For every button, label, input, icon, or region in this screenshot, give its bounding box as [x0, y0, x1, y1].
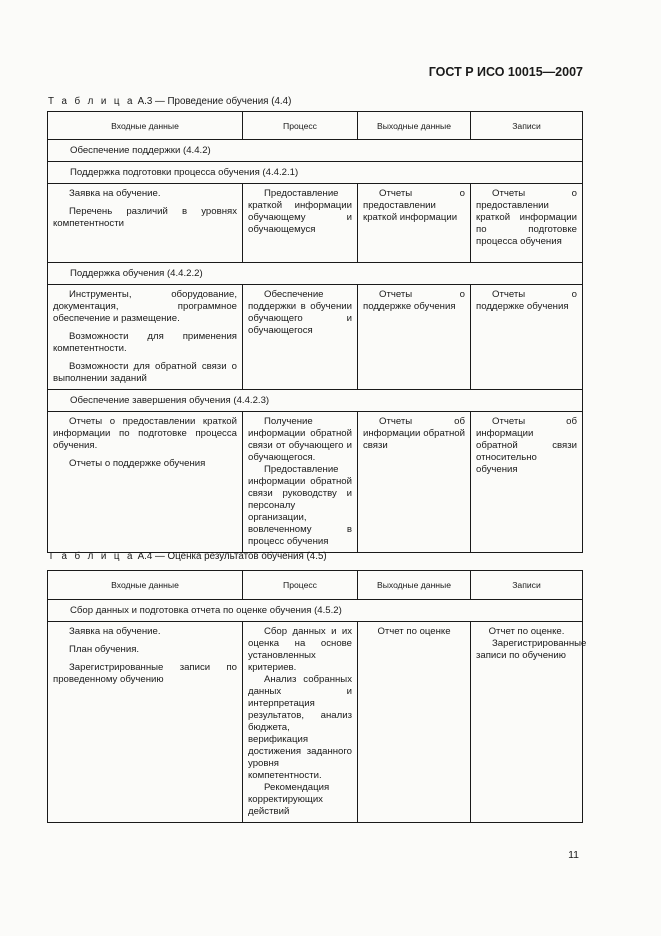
- section-row: Сбор данных и подготовка отчета по оценке обучения (4.5.2): [48, 600, 583, 622]
- table-a4: [47, 570, 587, 823]
- col-header-output: Выходные данные: [358, 571, 471, 600]
- col-header-process: Процесс: [243, 571, 358, 600]
- cell-output: [358, 184, 471, 263]
- table-header-row: [48, 571, 583, 600]
- col-header-output: Выходные данные: [358, 112, 471, 140]
- cell-text: Инструменты, оборудование, документация, программное обеспечение и размещение.: [53, 289, 237, 324]
- cell-text: Отчеты об информации обратной связи: [363, 416, 465, 451]
- caption-label: Т а б л и ц а: [48, 96, 135, 107]
- cell-text: Получение информации обратной связи от обучающего и обучающегося.: [248, 416, 352, 463]
- cell-text: Рекомендация корректирующих действий: [248, 782, 330, 817]
- section-row: Обеспечение поддержки (4.4.2): [48, 140, 583, 162]
- cell-text: Отчеты о поддержке обучения: [476, 289, 577, 312]
- section-row: Обеспечение завершения обучения (4.4.2.3): [48, 390, 583, 412]
- cell-text: Отчет по оценке.: [488, 626, 565, 637]
- table-row: [48, 412, 583, 553]
- col-header-process: Процесс: [243, 112, 358, 140]
- cell-text: Зарегистрированные записи по обучению: [476, 638, 587, 661]
- cell-text: Отчеты о поддержке обучения: [363, 289, 465, 312]
- section-row: Поддержка подготовки процесса обучения (4.4.2.1): [48, 162, 583, 184]
- cell-input: [48, 412, 243, 553]
- cell-text: Отчеты о предоставлении краткой информации по подготовке процесса обучения.: [53, 416, 237, 451]
- cell-records: [471, 285, 583, 390]
- caption-label: Т а б л и ц а: [48, 551, 135, 562]
- cell-process: [243, 412, 358, 553]
- cell-process: [243, 184, 358, 263]
- table-header-row: [48, 112, 583, 140]
- cell-records: [471, 622, 587, 823]
- table-a3: [47, 111, 583, 553]
- cell-input: [48, 184, 243, 263]
- cell-text: Зарегистрированные записи по проведенному обучению: [53, 662, 237, 685]
- cell-text: Возможности для применения компетентности.: [53, 331, 237, 354]
- cell-text: Сбор данных и их оценка на основе установленных критериев.: [248, 626, 352, 673]
- caption-text: А.4 — Оценка результатов обучения (4.5): [137, 551, 327, 562]
- cell-text: Заявка на обучение.: [69, 626, 161, 637]
- cell-text: Отчет по оценке: [377, 626, 451, 637]
- cell-text: Отчеты о предоставлении краткой информации: [363, 188, 465, 223]
- page-number: 11: [568, 849, 579, 861]
- col-header-records: Записи: [471, 112, 583, 140]
- table-a3-caption: [48, 96, 291, 107]
- cell-text: Отчеты об информации обратной связи относительно обучения: [476, 416, 577, 475]
- cell-text: Заявка на обучение.: [69, 188, 161, 199]
- table-row: [48, 622, 583, 823]
- cell-text: Предоставление информации обратной связи руководству и персоналу организации, вовлеченному в процесс обучения: [248, 464, 352, 547]
- table-row: [48, 285, 583, 390]
- cell-text: Отчеты о предоставлении краткой информации по подготовке процесса обучения: [476, 188, 577, 247]
- cell-records: [471, 184, 583, 263]
- cell-text: Анализ собранных данных и интерпретация результатов, анализ бюджета, верификация достижения заданного уровня компетентности.: [248, 674, 352, 781]
- cell-output: [358, 622, 471, 823]
- table-a4-caption: [48, 551, 327, 562]
- cell-input: [48, 285, 243, 390]
- document-header: ГОСТ Р ИСО 10015—2007: [428, 65, 583, 79]
- caption-text: А.3 — Проведение обучения (4.4): [137, 96, 292, 107]
- cell-text: Возможности для обратной связи о выполнении заданий: [53, 361, 237, 384]
- cell-text: Перечень различий в уровнях компетентности: [53, 206, 237, 229]
- table-row: [48, 184, 583, 263]
- cell-output: [358, 285, 471, 390]
- col-header-input: Входные данные: [48, 571, 243, 600]
- cell-output: [358, 412, 471, 553]
- col-header-records: Записи: [471, 571, 583, 600]
- cell-text: Обеспечение поддержки в обучении обучающего и обучающегося: [248, 289, 352, 336]
- col-header-input: Входные данные: [48, 112, 243, 140]
- cell-input: [48, 622, 243, 823]
- section-row: Поддержка обучения (4.4.2.2): [48, 263, 583, 285]
- cell-text: План обучения.: [69, 644, 140, 655]
- cell-text: Предоставление краткой информации обучающему и обучающемуся: [248, 188, 352, 235]
- cell-text: Отчеты о поддержке обучения: [69, 458, 206, 469]
- cell-process: [243, 622, 358, 823]
- cell-process: [243, 285, 358, 390]
- cell-records: [471, 412, 583, 553]
